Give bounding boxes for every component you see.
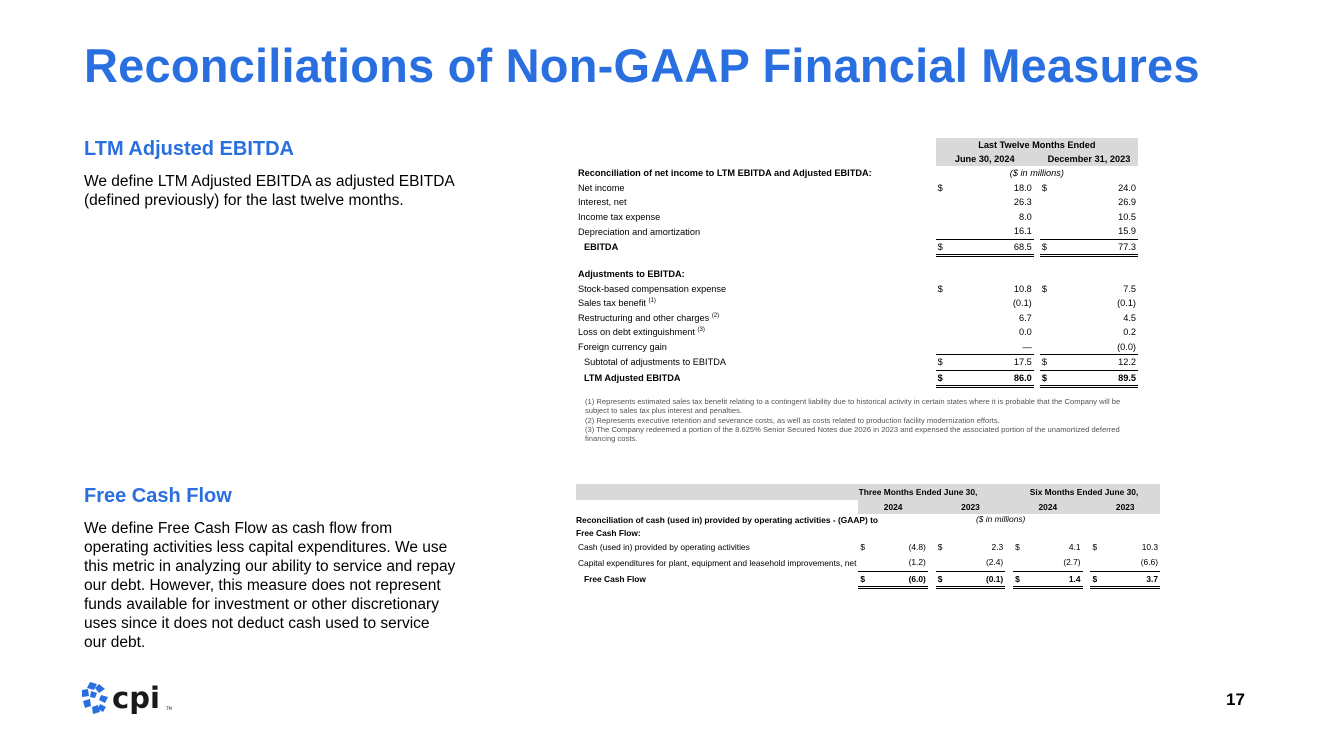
table-row: Interest, net 26.3 26.9 [578,197,1136,208]
ltm-adjusted-ebitda-row: LTM Adjusted EBITDA $ 86.0 $ 89.5 [576,370,1138,387]
table-row: Depreciation and amortization 16.1 15.9 [576,224,1138,239]
table-row: Sales tax benefit $^{(1)}$ (0.1) (0.1) [578,298,1136,309]
table-row: Stock-based compensation expense $ 10.8 $ 7.5 [578,283,1136,294]
page-title: Reconciliations of Non-GAAP Financial Measures [84,39,1200,92]
col-header-dec-2023: December 31, 2023 [1040,152,1138,166]
free-cash-flow-total-row: Free Cash Flow $ (6.0) $ (0.1) $ 1.4 $ 3.7 [576,571,1160,587]
section-reconciliation: Reconciliation of net income to LTM EBITDA and Adjusted EBITDA: [578,168,872,179]
table-row: Net income $ 18.0 $ 24.0 [578,182,1136,193]
year-header: 2024 [858,500,927,514]
group-header-three-months: Three Months Ended June 30, [858,487,978,497]
units-label: ($ in millions) [976,514,1026,524]
group-header-six-months: Six Months Ended June 30, [1029,487,1139,497]
year-header: 2023 [1090,500,1160,514]
section-adjustments: Adjustments to EBITDA: [578,269,685,280]
footnote-3: (3) The Company redeemed a portion of the 8.625% Senior Secured Notes due 2026 in 2023 and expensed the associated portion of the unamortized deferred financing costs. [585,424,1120,444]
table-row: Capital expenditures for plant, equipment and leasehold improvements, net (1.2) (2.4) (2.7) (6.6) [576,554,1160,571]
cpi-logo [80,680,180,720]
footnote-2: (2) Represents executive retention and severance costs, as well as costs related to production facility modernization efforts. [585,415,1000,425]
fcf-description: We define Free Cash Flow as cash flow from operating activities less capital expenditures. We use this metric in analyzing our ability to service and repay our debt. However, this measure does not represent funds available for investment or other discretionary uses since it does not deduct cash used to service our debt. [84,520,456,651]
svg-text:TM: TM [166,706,172,711]
ltm-heading: LTM Adjusted EBITDA [84,138,294,160]
section-fcf-reconciliation: Reconciliation of cash (used in) provided by operating activities - (GAAP) to Free Cash Flow: [576,515,879,538]
table-row: Restructuring and other charges $^{(2)}$ 6.7 4.5 [578,312,1136,323]
table-row: Foreign currency gain — (0.0) [576,340,1138,355]
subtotal-row: Subtotal of adjustments to EBITDA $ 17.5 $ 12.2 [576,355,1138,371]
free-cash-flow-table [576,484,1160,589]
table-row: Loss on debt extinguishment $^{(3)}$ 0.0 0.2 [578,327,1136,338]
table-row: Income tax expense 8.0 10.5 [578,211,1136,222]
ltm-footnotes [585,397,1125,443]
period-header: Last Twelve Months Ended [936,138,1138,152]
year-header: 2024 [1013,500,1082,514]
page-number: 17 [1226,690,1245,709]
table-row: Cash (used in) provided by operating activities $ (4.8) $ 2.3 $ 4.1 $ 10.3 [578,542,1158,552]
col-header-june-2024: June 30, 2024 [936,152,1034,166]
svg-text:cpi: cpi [112,681,160,715]
footnote-1: (1) Represents estimated sales tax benefit relating to a contingent liability due to historical activity in certain states where it is probable that the Company will be subject to sales tax plus interest and penalties. [585,397,1121,416]
year-header: 2023 [936,500,1005,514]
ltm-ebitda-table [576,138,1138,388]
ebitda-total-row: EBITDA $ 68.5 $ 77.3 [576,239,1138,256]
fcf-heading: Free Cash Flow [84,485,232,507]
cpi-logo-icon [80,680,180,720]
ltm-description: We define LTM Adjusted EBITDA as adjusted EBITDA (defined previously) for the last twelve months. [84,173,454,209]
units-label: ($ in millions) [1009,168,1064,179]
